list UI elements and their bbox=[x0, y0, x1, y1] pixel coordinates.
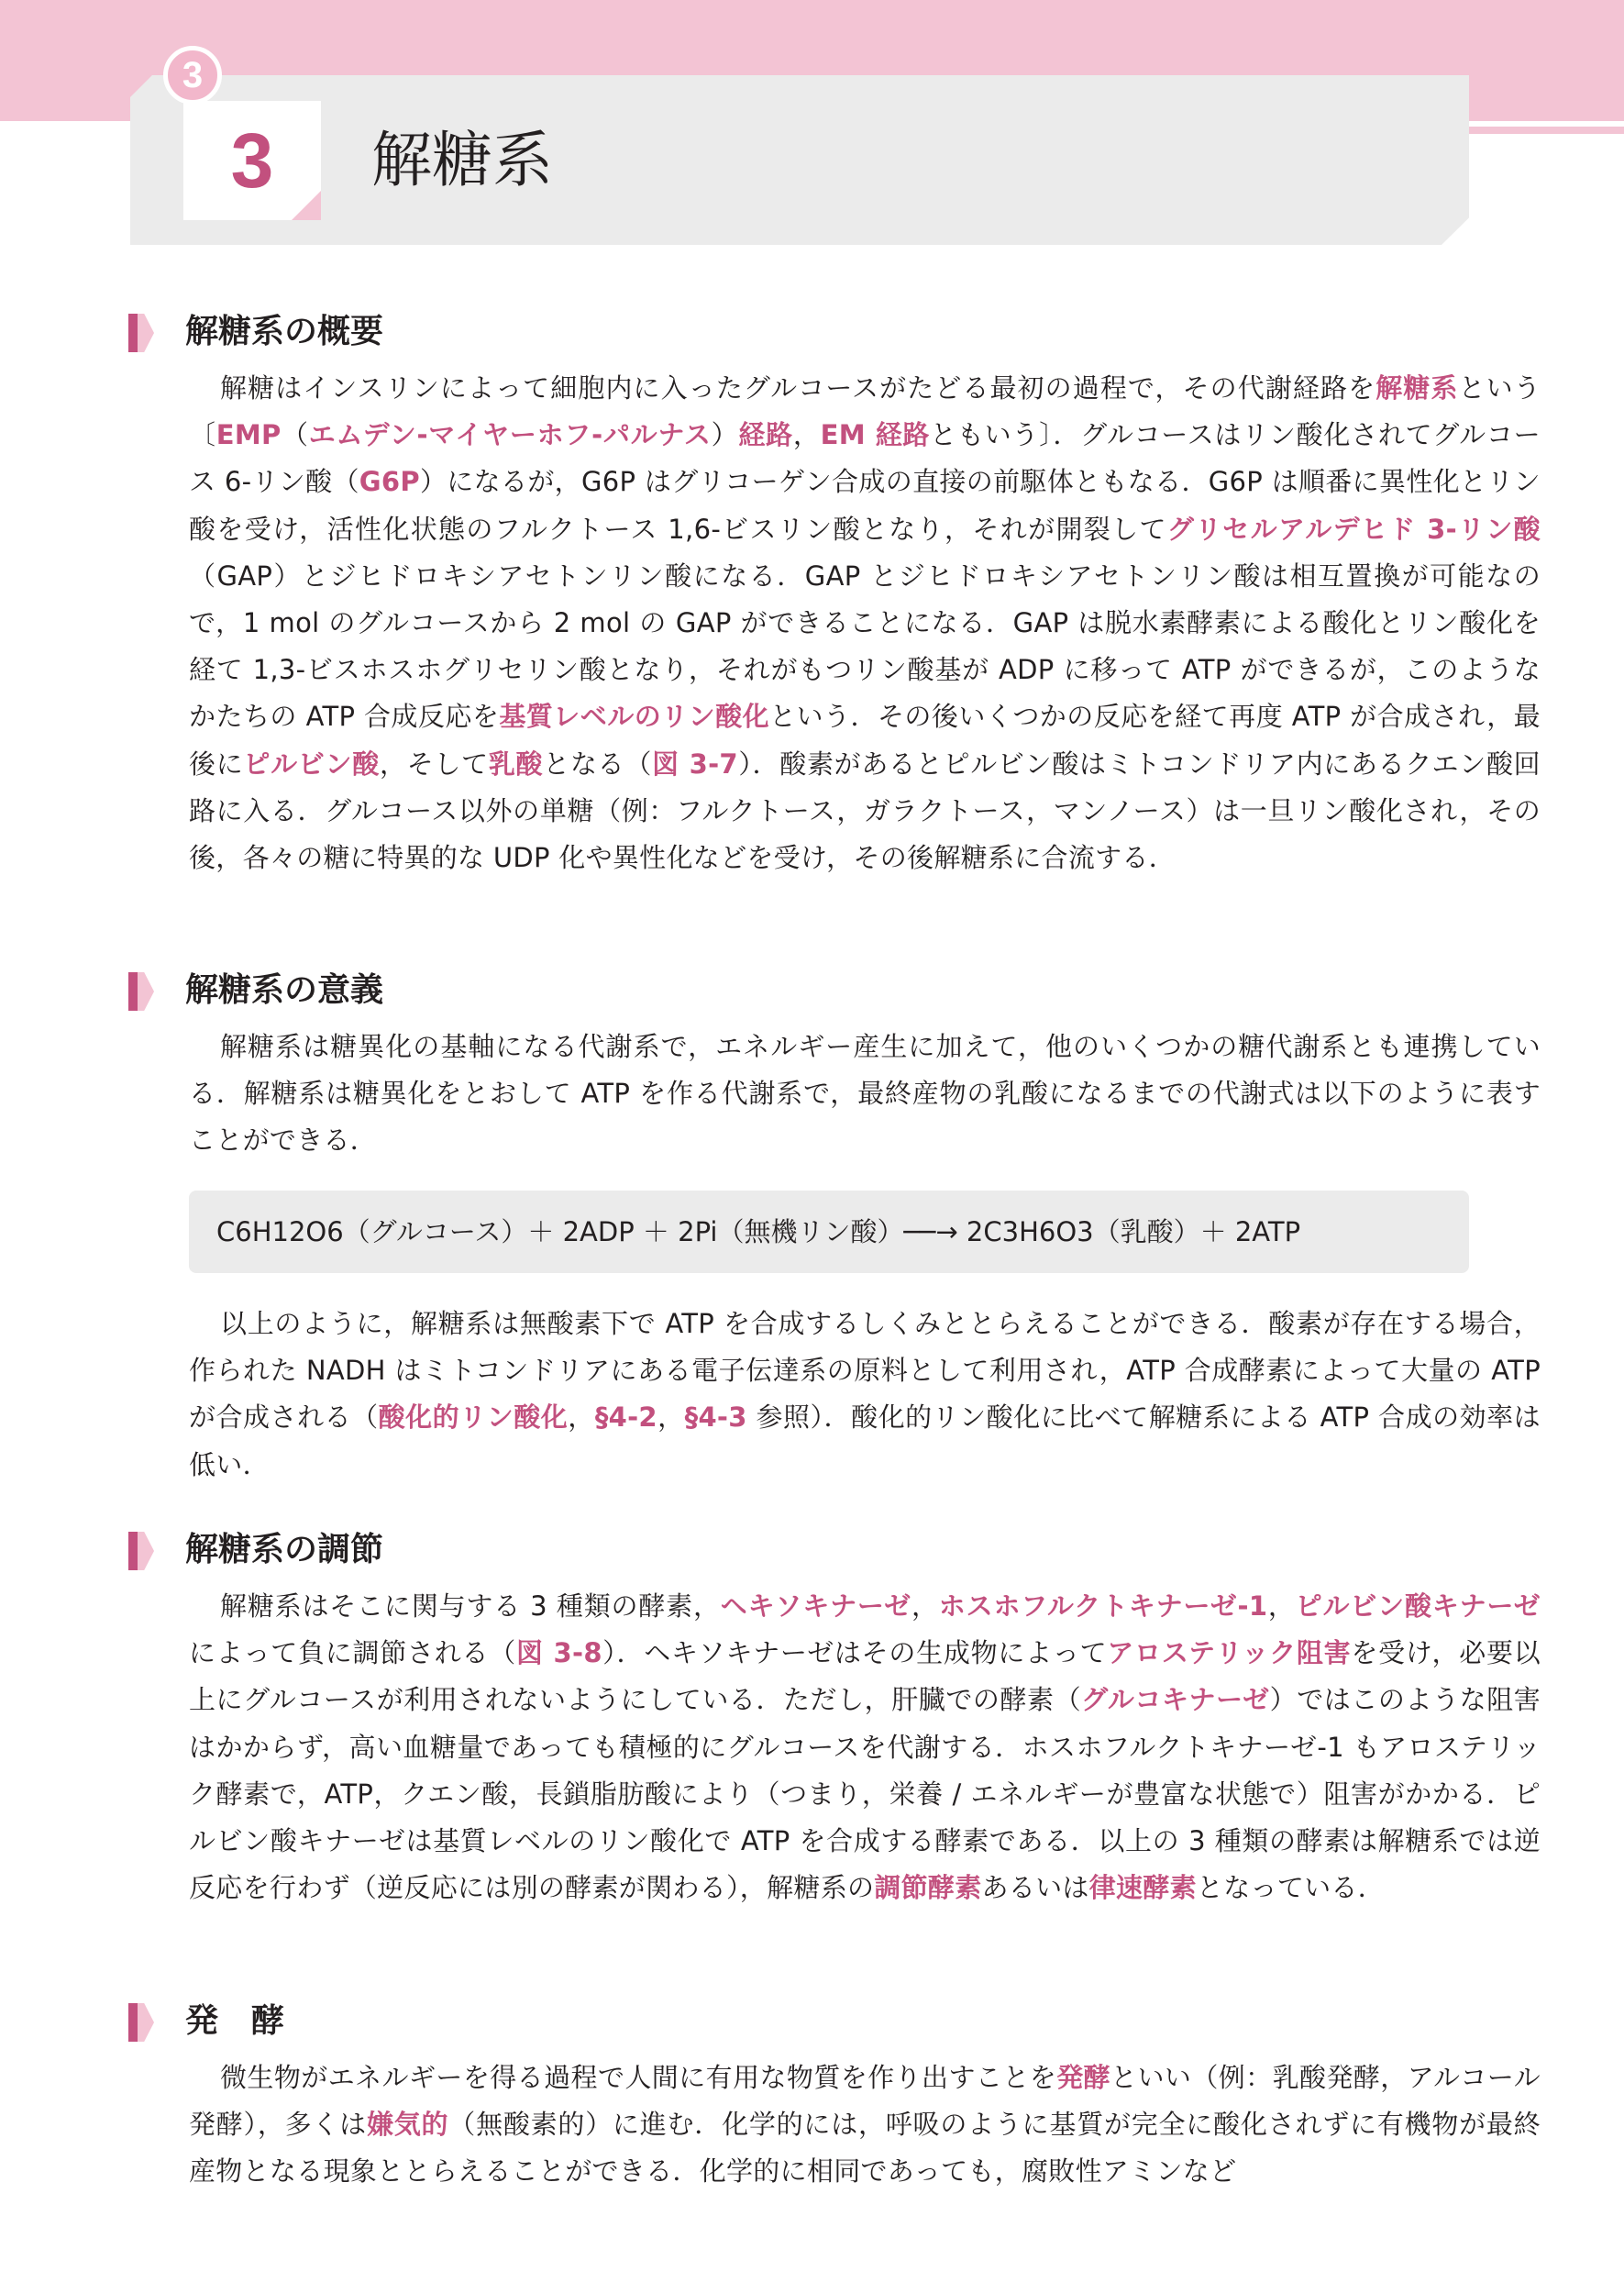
text-run: 参照）．酸化的リン酸化に比べて解糖系による ATP 合成の効率は低い． bbox=[189, 1401, 1541, 1480]
keyword: ヘキソキナーゼ bbox=[720, 1590, 911, 1622]
keyword: 乳酸 bbox=[488, 748, 544, 780]
text-run: 以上のように，解糖系は無酸素下で ATP を合成するしくみととらえることができる．酸素が存在する場合，作られた NADH はミトコンドリアにある電子伝達系の原料として利用され，ATP 合成酵素によって大量の ATP が合成される（ bbox=[189, 1308, 1541, 1434]
text-run: （無酸素的）に進む．化学的には，呼吸のように基質が完全に酸化されずに有機物が最終産物となる現象ととらえることができる．化学的に相同であっても，腐敗性アミンなど bbox=[189, 2109, 1541, 2188]
text-run: ）ではこのような阻害はかからず，高い血糖量であっても積極的にグルコースを代謝する．ホスホフルクトキナーゼ-1 もアロステリック酵素で，ATP，クエン酸，長鎖脂肪酸により（つまり，栄養 / エネルギーが豊富な状態で）阻害がかかる．ピルビン酸キナーゼは基質レベルのリン酸化で ATP を合成する酵素である．以上の 3 種類の酵素は解糖系では逆反応を行わず（逆反応には別の酵素が関わる），解糖系の bbox=[189, 1684, 1541, 1904]
keyword: アロステリック阻害 bbox=[1107, 1637, 1352, 1669]
text-run: によって負に調節される（ bbox=[189, 1637, 516, 1669]
keyword: 調節酵素 bbox=[874, 1872, 982, 1904]
keyword: §4-2 bbox=[594, 1401, 657, 1434]
chapter-number: 3 bbox=[183, 101, 321, 220]
text-run: という．その後いくつかの反応を経て再度 ATP が合成され，最後に bbox=[189, 701, 1541, 780]
keyword: §4-3 bbox=[684, 1401, 747, 1434]
text-run: ）．酸素があるとピルビン酸はミトコンドリア内にあるクエン酸回路に入る．グルコース以外の単糖（例：フルクトース，ガラクトース，マンノース）は一旦リン酸化され，その後，各々の糖に特異的な UDP 化や異性化などを受け，その後解糖系に合流する． bbox=[189, 748, 1541, 874]
keyword: 図 3-8 bbox=[515, 1637, 602, 1669]
text-run: ， bbox=[911, 1590, 939, 1622]
paragraph bbox=[128, 2055, 1541, 2196]
keyword: ピルビン酸キナーゼ bbox=[1295, 1590, 1541, 1622]
keyword: G6P bbox=[359, 466, 420, 498]
section-significance bbox=[128, 963, 1541, 1165]
section-title: 発 酵 bbox=[185, 2002, 285, 2040]
text-run: となっている． bbox=[1196, 1872, 1386, 1904]
section-arrow-accent-icon bbox=[138, 2003, 154, 2042]
section-title: 解糖系の意義 bbox=[185, 971, 384, 1009]
section-regulation bbox=[128, 1523, 1541, 1911]
text-run: ， bbox=[792, 419, 821, 451]
keyword: 図 3-7 bbox=[652, 748, 738, 780]
keyword: グルコキナーゼ bbox=[1081, 1684, 1270, 1716]
chapter-title: 解糖系 bbox=[371, 125, 553, 195]
text-run: （GAP）とジヒドロキシアセトンリン酸になる．GAP とジヒドロキシアセトンリン酸は相互置換が可能なので，1 mol のグルコースから 2 mol の GAP ができることになる．GAP は脱水素酵素による酸化とリン酸化を経て 1,3-ビスホスホグリセリン酸となり，それがもつリン酸基が ADP に移って ATP ができるが，このようなかたちの ATP 合成反応を bbox=[189, 559, 1541, 733]
section-title: 解糖系の概要 bbox=[185, 313, 384, 350]
section-arrow-accent-icon bbox=[138, 972, 154, 1011]
paragraph bbox=[128, 1301, 1541, 1489]
section-heading bbox=[128, 1523, 1476, 1578]
text-run: ， bbox=[657, 1401, 685, 1434]
paragraph bbox=[128, 365, 1541, 881]
keyword: EM 経路 bbox=[820, 419, 931, 451]
keyword: グリセルアルデヒド 3-リン酸 bbox=[1166, 513, 1541, 545]
paragraph bbox=[128, 1583, 1541, 1911]
text-run: ）になるが，G6P はグリコーゲン合成の直接の前駆体ともなる．G6P は順番に異性化とリン酸を受け，活性化状態のフルクトース 1,6-ビスリン酸となり，それが開裂して bbox=[189, 466, 1541, 545]
text-run: 解糖系はそこに関与する 3 種類の酵素， bbox=[220, 1590, 721, 1622]
text-run: という〔 bbox=[189, 372, 1541, 451]
text-run: ともいう〕．グルコースはリン酸化されてグルコース 6-リン酸（ bbox=[189, 419, 1541, 498]
text-run: ） bbox=[711, 419, 739, 451]
equation-box bbox=[189, 1191, 1469, 1273]
equation: C6H12O6（グルコース）＋ 2ADP ＋ 2Pi（無機リン酸）──→ 2C3H6O3（乳酸）＋ 2ATP bbox=[216, 1216, 1301, 1247]
keyword: 解糖系 bbox=[1375, 372, 1459, 404]
section-arrow-accent-icon bbox=[138, 1532, 154, 1570]
keyword: ピルビン酸 bbox=[243, 748, 380, 780]
keyword: ホスホフルクトキナーゼ-1 bbox=[938, 1590, 1268, 1622]
section-heading bbox=[128, 963, 1476, 1018]
chapter-badge: 3 bbox=[163, 46, 222, 105]
top-right-stripe bbox=[1467, 127, 1624, 134]
text-run: ，そして bbox=[379, 748, 489, 780]
keyword: 嫌気的 bbox=[366, 2109, 449, 2141]
chapter-header-box bbox=[130, 75, 1469, 245]
section-overview bbox=[128, 305, 1541, 881]
keyword: 基質レベルのリン酸化 bbox=[499, 701, 770, 733]
text-run: 解糖はインスリンによって細胞内に入ったグルコースがたどる最初の過程で，その代謝経路を bbox=[220, 372, 1376, 404]
section-arrow-accent-icon bbox=[138, 314, 154, 352]
text-run: あるいは bbox=[981, 1872, 1089, 1904]
section-significance-continued bbox=[128, 1295, 1541, 1489]
keyword: 経路 bbox=[738, 419, 793, 451]
paragraph bbox=[128, 1024, 1541, 1165]
text-run: ， bbox=[1267, 1590, 1296, 1622]
section-heading bbox=[128, 1994, 1476, 2049]
text-run: 解糖系は糖異化の基軸になる代謝系で，エネルギー産生に加えて，他のいくつかの糖代謝系とも連携している．解糖系は糖異化をとおして ATP を作る代謝系で，最終産物の乳酸になるまでの代謝式は以下のように表すことができる． bbox=[189, 1031, 1541, 1157]
section-title: 解糖系の調節 bbox=[185, 1531, 384, 1568]
text-run: ， bbox=[568, 1401, 595, 1434]
text-run: ）．ヘキソキナーゼはその生成物によって bbox=[602, 1637, 1108, 1669]
keyword: EMP bbox=[215, 419, 282, 451]
text-run: （ bbox=[281, 419, 309, 451]
section-heading bbox=[128, 305, 1476, 360]
text-run: を受け，必要以上にグルコースが利用されないようにしている．ただし，肝臓での酵素（ bbox=[189, 1637, 1541, 1716]
text-run: 微生物がエネルギーを得る過程で人間に有用な物質を作り出すことを bbox=[220, 2062, 1057, 2093]
keyword: 発酵 bbox=[1056, 2062, 1111, 2093]
text-run: となる（ bbox=[543, 748, 653, 780]
keyword: エムデン-マイヤーホフ-パルナス bbox=[308, 419, 712, 451]
section-fermentation bbox=[128, 1994, 1541, 2196]
keyword: 律速酵素 bbox=[1088, 1872, 1197, 1904]
text-run: といい（例：乳酸発酵，アルコール発酵），多くは bbox=[189, 2062, 1541, 2141]
keyword: 酸化的リン酸化 bbox=[378, 1401, 569, 1434]
